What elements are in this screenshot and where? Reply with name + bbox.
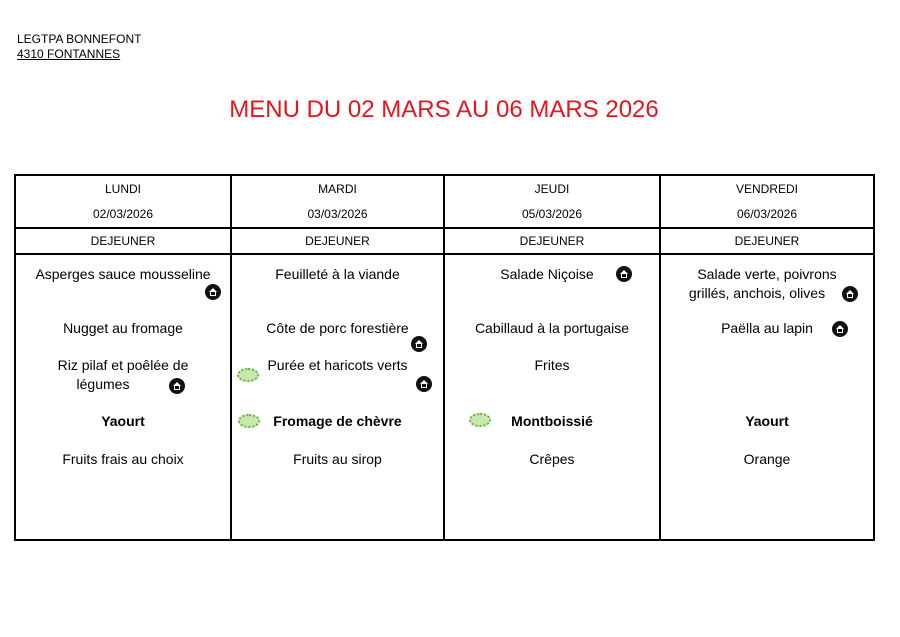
menu-column-vendredi — [660, 254, 874, 540]
day-date-mardi: 03/03/2026 — [231, 201, 444, 228]
homemade-icon — [416, 376, 432, 392]
dish-dairy: Fromage de chèvre — [273, 413, 402, 429]
menu-title: MENU DU 02 MARS AU 06 MARS 2026 — [229, 96, 659, 123]
dish-dessert: Fruits frais au choix — [62, 451, 184, 467]
day-header-lundi: LUNDI — [15, 175, 231, 201]
dish-starter: Feuilleté à la viande — [275, 266, 400, 282]
meal-label-vendredi: DEJEUNER — [660, 228, 874, 254]
dish-starter-continued: grillés, anchois, olives — [688, 285, 826, 301]
dish-side: Frites — [534, 357, 570, 373]
dish-starter: Asperges sauce mousseline — [35, 266, 211, 282]
homemade-icon — [205, 284, 221, 300]
dish-dairy: Montboissié — [511, 413, 593, 429]
dish-side-continued: légumes — [76, 376, 130, 392]
dish-dairy: Yaourt — [101, 413, 145, 429]
menu-table — [14, 174, 875, 541]
meal-label-mardi: DEJEUNER — [231, 228, 444, 254]
day-header-jeudi: JEUDI — [444, 175, 660, 201]
dish-starter: Salade Niçoise — [500, 266, 594, 282]
school-name: LEGTPA BONNEFONT — [17, 32, 142, 46]
day-date-vendredi: 06/03/2026 — [660, 201, 874, 228]
dish-dessert: Orange — [743, 451, 791, 467]
dish-main: Cabillaud à la portugaise — [474, 320, 630, 336]
dish-main: Côte de porc forestière — [266, 320, 409, 336]
dish-side: Riz pilaf et poêlée de — [57, 357, 189, 373]
school-address: 4310 FONTANNES — [17, 47, 121, 61]
homemade-icon — [411, 336, 427, 352]
meal-label-lundi: DEJEUNER — [15, 228, 231, 254]
school-header — [17, 32, 141, 62]
menu-column-jeudi — [444, 254, 660, 540]
homemade-icon — [832, 321, 848, 337]
day-date-jeudi: 05/03/2026 — [444, 201, 660, 228]
dish-dessert: Fruits au sirop — [293, 451, 382, 467]
day-date-lundi: 02/03/2026 — [15, 201, 231, 228]
homemade-icon — [616, 266, 632, 282]
homemade-icon — [842, 286, 858, 302]
menu-column-lundi — [15, 254, 231, 540]
dish-main: Nugget au fromage — [63, 320, 183, 336]
menu-column-mardi — [231, 254, 444, 540]
dish-side: Purée et haricots verts — [267, 357, 408, 373]
day-header-vendredi: VENDREDI — [660, 175, 874, 201]
day-header-mardi: MARDI — [231, 175, 444, 201]
dish-starter: Salade verte, poivrons — [697, 266, 837, 282]
dish-main: Paëlla au lapin — [721, 320, 813, 336]
homemade-icon — [169, 378, 185, 394]
dish-dairy: Yaourt — [745, 413, 789, 429]
meal-label-jeudi: DEJEUNER — [444, 228, 660, 254]
dish-dessert: Crêpes — [529, 451, 575, 467]
